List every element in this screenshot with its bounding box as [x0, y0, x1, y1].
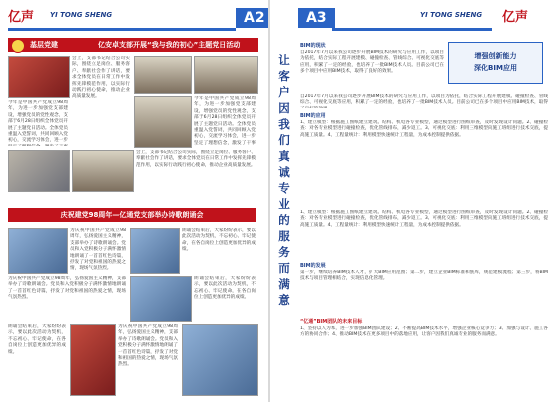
headline-1: 亿安卓支部开展“我与我的初心”主题党日活动: [92, 38, 258, 52]
brand-logo: 亿声: [502, 10, 529, 25]
vertical-slogan-char: 务: [278, 245, 290, 259]
vertical-slogan: [277, 52, 291, 308]
vertical-slogan-char: 户: [278, 85, 290, 99]
body-text-2a: 为庆祝中国共产党成立98周年，弘扬爱国主义精神，支部举办了诗歌朗诵会。党员和入党积极分子满怀激情地朗诵了一首首红色诗篇，抒发了对党和祖国的热爱之情，现场气氛热烈。: [70, 228, 126, 272]
party-emblem-icon: [11, 39, 25, 53]
vertical-slogan-char: 的: [278, 213, 290, 227]
vertical-slogan-char: 专: [278, 181, 290, 195]
vertical-slogan-char: 客: [278, 69, 290, 83]
body-text-1b: 会上，支部书记结合公司实际，围绕立足岗位、服务客户、奉献社会作了讲话，要求全体党员在日常工作中发挥先锋模范作用，以实际行动践行初心使命，推动企业高质量发展。: [72, 56, 130, 100]
page-number: A2: [236, 8, 268, 28]
page-number: A3: [298, 8, 335, 28]
vertical-slogan-char: 意: [278, 293, 290, 307]
body-text-2c: 为庆祝中国共产党成立98周年，弘扬爱国主义精神，支部举办了诗歌朗诵会。党员和入党积极分子满怀激情地朗诵了一首首红色诗篇，抒发了对党和祖国的热爱之情，现场气氛热烈。: [8, 276, 126, 301]
body-text-r2: 1、建立模型：根据施工图纸建立建筑、结构、机电各专业模型，通过模型进行图纸审查，及时发现设计问题。2、碰撞检查：对各专业模型进行碰撞检查，优化管线排布，减少返工。3、可视化交底：利用三维模型向施工班组进行技术交底，提高施工质量。4、工程量统计：利用模型快速统计工程量，为成本控制提供依据。: [300, 120, 548, 138]
heading-4: “亿通”BIM团队的未来目标: [300, 319, 363, 325]
photo-poetry-4: [182, 324, 258, 396]
header-rule: [8, 28, 236, 31]
body-text-2f: 为庆祝中国共产党成立98周年，弘扬爱国主义精神，支部举办了诗歌朗诵会。党员和入党积极分子满怀激情地朗诵了一首首红色诗篇，抒发了对党和祖国的热爱之情，现场气氛热烈。: [118, 324, 178, 368]
body-text-1c: 今年是中国共产党成立98周年，为进一步加强党支部建设，增强党员的党性观念，支部于6月28日组织全体党员开展了主题党日活动。全体党员重温入党誓词，共同回顾入党初心，交流学习体会，进一步坚定了理想信念，激发了干事: [194, 96, 256, 146]
section-title: 基层党建: [30, 41, 58, 49]
body-text-1d: 会上，支部书记结合公司实际，围绕立足岗位、服务客户、奉献社会作了讲话，要求全体党员在日常工作中发挥先锋模范作用，以实际行动践行初心使命，推动企业高质量发展。: [136, 150, 256, 168]
promo-line-2: 深化BIM应用: [474, 64, 517, 72]
vertical-slogan-char: 我: [278, 117, 290, 131]
body-text-2d: 朗诵会结束后，大家纷纷表示，要以此次活动为契机，不忘初心、牢记使命，在各自岗位上创造更加优异的成绩。: [194, 276, 256, 301]
body-text-1a: 今年是中国共产党成立98周年，为进一步加强党支部建设，增强党员的党性观念，支部于6月28日组织全体党员开展了主题党日活动。全体党员重温入党誓词，共同回顾入党初心，交流学习体会，进一步: [8, 100, 68, 144]
body-text-2b: 朗诵会结束后，大家纷纷表示，要以此次活动为契机，不忘初心、牢记使命，在各自岗位上创造更加优异的成绩。: [182, 228, 256, 253]
left-page: [0, 0, 268, 402]
brand-logo: 亿声: [8, 10, 35, 25]
promo-box: [448, 42, 543, 84]
vertical-slogan-char: 真: [278, 149, 290, 163]
header-rule: [332, 28, 492, 31]
body-text-r1: 自2017年7月以来我公司逐步开展BIM技术的研究与应用工作，以项目为依托，结合实际工程开展建模、碰撞检查、管线综合、可视化交底等应用，积累了一定的经验，也培养了一批BIM技术人员。目前公司已在多个项目中应用BIM技术，取得了良好的效果。: [300, 50, 444, 75]
brand-slogan: YI TONG SHENG: [50, 11, 113, 19]
body-text-r3: 第一步，继续培养BIM技术人才，扩大BIM应用范围；第二步，建立企业BIM标准和族库，规范建模流程；第三步，将BIM技术与项目管理相结合，实现信息化管理。: [300, 270, 548, 282]
vertical-slogan-char: 服: [278, 229, 290, 243]
photo-poetry-3: [130, 276, 192, 322]
photo-group: [8, 150, 70, 192]
photo-meeting-2: [194, 56, 258, 94]
photo-meeting-3: [134, 96, 192, 148]
body-text-r2b: 1、建立模型：根据施工图纸建立建筑、结构、机电各专业模型，通过模型进行图纸审查，及时发现设计问题。2、碰撞检查：对各专业模型进行碰撞检查，优化管线排布，减少返工。3、可视化交底：利用三维模型向施工班组进行技术交底，提高施工质量。4、工程量统计：利用模型快速统计工程量，为成本控制提供依据。: [300, 210, 548, 228]
vertical-slogan-char: 因: [278, 101, 290, 115]
body-text-2e: 朗诵会结束后，大家纷纷表示，要以此次活动为契机，不忘初心、牢记使命，在各自岗位上创造更加优异的成绩。: [8, 324, 66, 355]
body-text-r4: 1、坚持以人为本，进一步加强BIM团队建设；2、不断提高BIM技术水平，增强企业核心竞争力；3、加强与设计、施工各方的协同合作；4、推动BIM技术在更多项目中的落地应用，让客户因我们真诚专业的服务而满意。: [300, 326, 548, 338]
photo-party-flag: [8, 56, 70, 98]
vertical-slogan-char: 们: [278, 133, 290, 147]
banner-2: 庆祝建党98周年—亿通党支部举办诗歌朗诵会: [8, 208, 256, 222]
vertical-slogan-char: 让: [278, 53, 290, 67]
body-text-r1b: 自2017年7月以来我公司逐步开展BIM技术的研究与应用工作，以项目为依托，结合实际工程开展建模、碰撞检查、管线综合、可视化交底等应用，积累了一定的经验，也培养了一批BIM技术人员。目前公司已在多个项目中应用BIM技术，取得: [300, 94, 548, 106]
photo-poetry-2: [130, 228, 180, 274]
photo-meeting-1: [134, 56, 192, 94]
vertical-slogan-char: 诚: [278, 165, 290, 179]
vertical-slogan-char: 而: [278, 261, 290, 275]
section-banner: [8, 38, 94, 52]
photo-poetry-1: [8, 228, 68, 274]
vertical-slogan-char: 业: [278, 197, 290, 211]
photo-speaker: [70, 324, 116, 396]
photo-discussion: [72, 150, 134, 192]
heading-2: BIM的应用: [300, 113, 326, 119]
heading-1: BIM的现状: [300, 43, 326, 49]
heading-3: BIM的发展: [300, 263, 326, 269]
brand-slogan: YI TONG SHENG: [420, 11, 483, 19]
promo-line-1: 增强创新能力: [474, 52, 517, 60]
vertical-slogan-char: 满: [278, 277, 290, 291]
